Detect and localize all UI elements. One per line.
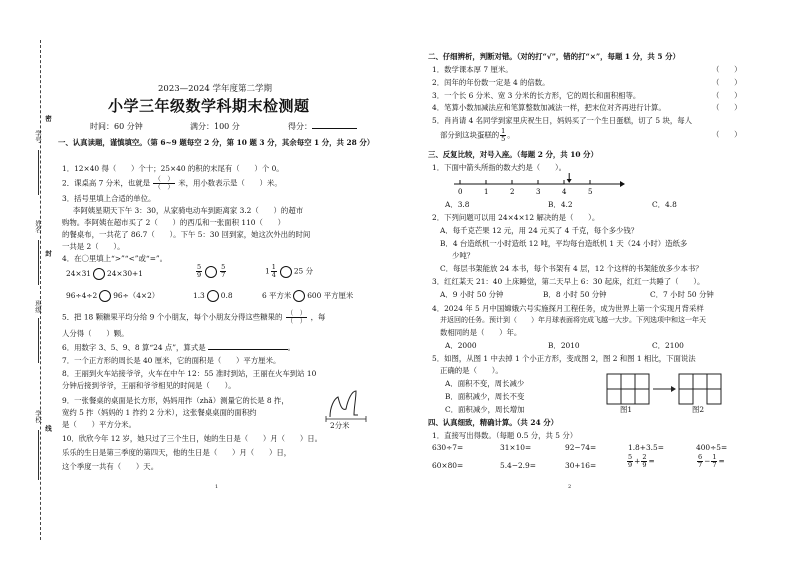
binding-mark-mi: 密 [44, 115, 52, 122]
compare-circle[interactable] [280, 266, 292, 278]
exam-time: 时间：60 分钟 [90, 122, 143, 131]
choice-1: 1．下面中箭头所指的数大约是（ ）。 [432, 163, 567, 172]
q7: 7．一个正方形的周长是 40 厘米，它的面积是（ ）平方厘米。 [62, 356, 281, 365]
q4-compare-1: 24×31 24×30+1 [66, 269, 143, 278]
calc-8: 30+16= [565, 461, 597, 470]
q8-line2: 分钟后接到爷爷，王丽和爷爷相见的时间是（ ）。 [62, 381, 236, 390]
number-line-label: 0 [458, 188, 463, 196]
calc-7: 5.4−2.9= [500, 461, 536, 470]
exam-full-score: 满分：100 分 [190, 122, 240, 131]
q3-line2: 购物。李阿姨在超市买了 2（ ）的西瓜和一张面积 110（ ） [62, 218, 286, 227]
section1-heading: 一、认真读题，谨慎填空。（第 6~9 题每空 2 分，第 10 题 3 分，其余每空 1 分，共 28 分） [58, 138, 375, 147]
q4-compare-5: 1.3 0.8 [193, 291, 233, 300]
judge-4: 4．笔算小数加减法应和笔算整数加减法一样，把末位对齐再进行计算。 [432, 103, 666, 112]
choice-5-option-a[interactable]: A．面积不变，周长减少 [445, 379, 525, 388]
binding-name: 姓名 [34, 220, 42, 233]
binding-mark-xian: 线 [44, 425, 52, 432]
q3-line4: 一共是 2（ ）。 [62, 242, 125, 251]
calc-1: 630÷7= [432, 443, 464, 452]
compare-circle[interactable] [205, 266, 217, 278]
choice-1-option-a[interactable]: A．3.8 [445, 200, 470, 209]
judge-2: 2．闰年的年份数一定是 4 的倍数。 [432, 78, 550, 87]
choice-2-option-c[interactable]: C．每层书架能放 24 本书，每个书架有 4 层，12 个这样的书架能放多少本书？ [440, 264, 703, 273]
number-line-label: 1 [484, 188, 489, 196]
calc-3: 92−74= [565, 443, 597, 452]
section2-heading: 二、仔细辨析，判断对错。（对的打“√”，错的打“×”，每题 1 分，共 5 分） [428, 52, 680, 61]
q1: 1．12×40 得（ ）个十；25×40 的积的末尾有（ ）个 0。 [62, 164, 284, 173]
compare-circle[interactable] [99, 290, 111, 302]
q3: 3．括号里填上合适的单位。 [62, 194, 156, 203]
q4-compare-4: 96÷4÷2 96÷（4×2） [66, 291, 160, 300]
figure-1 [607, 374, 649, 404]
q10-line2: 乐乐的生日是第三季度的第四天，他的生日是（ ）月（ ）日， [62, 448, 292, 457]
q2: 2．课桌高 7 分米，也就是 $\frac{( )}{( )}$ 米，用小数表示是（ ）米。 [62, 175, 282, 191]
section4-heading: 四、认真细致，精确计算。（共 24 分） [428, 418, 558, 427]
q4-compare-6: 6 平方米 600 平方厘米 [262, 291, 354, 300]
number-line-label: 5 [588, 188, 593, 196]
q5: 5．把 18 颗糖果平均分给 9 个小朋友，每个小朋友分得这些糖果的 $\frac{( )}{( )}$ ，每 [62, 309, 326, 325]
q3-line3: 的餐桌布，一共花了 86.7（ ）。下午 5：30 回到家，她这次外出的时间 [62, 230, 311, 239]
calc-2: 31×10= [500, 443, 532, 452]
compare-circle[interactable] [207, 290, 219, 302]
number-line [450, 172, 625, 198]
q9-line3: 是（ ）平方分米。 [62, 420, 136, 429]
exam-title: 小学三年级数学科期末检测题 [108, 97, 310, 115]
choice-2-option-b[interactable]: B．4 台造纸机一小时造纸 12 吨，平均每台造纸机 1 天（24 小时）造纸多 [440, 239, 688, 248]
judge-5-answer[interactable]: （ ） [712, 130, 742, 139]
binding-student-id: 学号 [34, 130, 42, 143]
choice-2-option-b-cont: 少吨？ [452, 251, 475, 260]
number-line-arrowhead [567, 179, 572, 183]
number-line-label: 4 [562, 188, 567, 196]
q6: 6．用数字 3、5、9、8 算“24 点”，算式是 。 [62, 343, 296, 352]
figure-2 [679, 374, 721, 404]
hand-span-label: 2分米 [330, 421, 350, 430]
judge-5: 5．肖肖请 4 名同学到家里庆祝生日，妈妈买了一个生日蛋糕，切了 5 块，每人 [432, 116, 693, 125]
q8-line1: 8．王丽到火车站接爷爷，火车在中午 12：55 准时到站，王丽在火车到站 10 [62, 369, 317, 378]
q10-line3: 这个季度一共有（ ）天。 [62, 462, 159, 471]
q10-line1: 10．欣欣今年 12 岁，她只过了三个生日，她的生日是（ ）月（ ）日。 [62, 434, 323, 443]
figure-1-label: 图1 [620, 405, 633, 414]
choice-4-line2: 并返回的任务。预计到（ ）年月球表面将完成飞越一大步。下列选项中和这一年天 [440, 316, 706, 324]
judge-4-answer[interactable]: （ ） [712, 103, 742, 112]
q9-line1: 9．一张餐桌的桌面是长方形，妈妈用拃（zhǎ）测量它的长是 8 拃， [62, 396, 289, 405]
choice-4-option-c[interactable]: C．2100 [652, 341, 684, 350]
q5-line2: 人分得（ ）颗。 [62, 329, 129, 338]
q4-compare-3: 1 $\frac{1}{4}$ 25 分 [265, 263, 313, 279]
number-line-label: 2 [510, 188, 515, 196]
exam-score-field[interactable]: 得分： [288, 121, 357, 132]
section4-q1: 1．直接写出得数。（每题 0.5 分，共 5 分） [432, 431, 578, 440]
school-year: 2023—2024 学年度第二学期 [158, 84, 272, 94]
choice-5-line1: 5．如图，从图 1 中去掉 1 个小正方形，变成图 2，图 2 和图 1 相比，下面说法 [432, 354, 696, 363]
calc-6: 60×80= [432, 461, 464, 470]
judge-3-answer[interactable]: （ ） [712, 91, 742, 100]
choice-5-option-b[interactable]: B．面积减少，周长不变 [445, 392, 525, 401]
q3-line1: 李阿姨星期天下午 3：30，从家骑电动车到距离家 3.2（ ）的超市 [73, 206, 304, 215]
binding-mark-feng: 封 [44, 250, 52, 257]
q4-compare-2: $\frac{5}{9}$ $\frac{5}{7}$ [197, 263, 226, 279]
calc-4: 1.8+3.5= [628, 443, 664, 452]
q9-line2: 宽约 5 拃（妈妈的 1 拃约 2 分米），这张餐桌桌面的面积约 [62, 408, 257, 417]
choice-1-option-c[interactable]: C．4.8 [652, 200, 677, 209]
choice-3-option-c[interactable]: C．7 小时 50 分钟 [650, 290, 714, 299]
q2-blank-fraction[interactable]: $\frac{( )}{( )}$ [154, 175, 174, 191]
page-number-2: 2 [568, 484, 572, 490]
choice-4-line3: 数相同的是（ ）年。 [440, 328, 522, 337]
choice-4-option-b[interactable]: B．2010 [548, 341, 580, 350]
choice-4-option-a[interactable]: A．2000 [445, 341, 477, 350]
calc-9: $\frac{5}{9}$ + $\frac{2}{9}$ = [628, 453, 655, 469]
choice-3-option-a[interactable]: A．9 小时 50 分钟 [440, 290, 504, 299]
judge-5-line2: 部分到这块蛋糕的 $\frac{1}{5}$ 。 [440, 127, 515, 143]
q4: 4．在〇里填上“>”“<”或“=”。 [62, 254, 168, 263]
right-page [400, 0, 794, 561]
section3-heading: 三、反复比较，对号入座。（每题 2 分，共 10 分） [428, 150, 598, 159]
compare-circle[interactable] [293, 290, 305, 302]
judge-2-answer[interactable]: （ ） [712, 78, 742, 87]
calc-5: 400÷5= [696, 443, 728, 452]
calc-10: $\frac{6}{7}$ − $\frac{1}{7}$ = [698, 453, 725, 469]
choice-3-option-b[interactable]: B．8 小时 50 分钟 [543, 290, 607, 299]
compare-circle[interactable] [93, 268, 105, 280]
choice-4-line1: 4．2024 年 5 月中国嫦娥六号实施探月工程任务，成为世界上第一个实现月背采样 [432, 304, 704, 313]
q5-blank-fraction[interactable]: $\frac{( )}{( )}$ [286, 309, 307, 325]
choice-2: 2．下列问题可以用 24×4×12 解决的是（ ）。 [432, 213, 600, 222]
number-line-label: 3 [536, 188, 541, 196]
binding-class: 班级 [34, 300, 42, 313]
binding-dashed-line [40, 40, 41, 540]
choice-5-option-c[interactable]: C．面积减少，周长增加 [445, 405, 525, 414]
judge-1: 1．数学课本厚 7 厘米。 [432, 65, 513, 74]
judge-3: 3．一个长 6 分米、宽 3 分米的长方形，它的周长和面积相等。 [432, 91, 641, 100]
choice-1-option-b[interactable]: B．4.2 [548, 200, 573, 209]
binding-school: 学校 [34, 410, 42, 423]
choice-2-option-a[interactable]: A．每千克芒果 12 元，用 24 元买了 4 千克，每个多少钱？ [440, 226, 639, 235]
judge-1-answer[interactable]: （ ） [712, 65, 742, 74]
choice-3: 3．红红某天 21：40 上床睡觉，第二天早上 6：30 起床，红红一共睡了（ ）。 [432, 277, 705, 286]
figure-2-label: 图2 [692, 405, 705, 414]
choice-5-line2: 正确的是（ ）。 [440, 366, 503, 375]
page-number-1: 1 [215, 484, 219, 490]
